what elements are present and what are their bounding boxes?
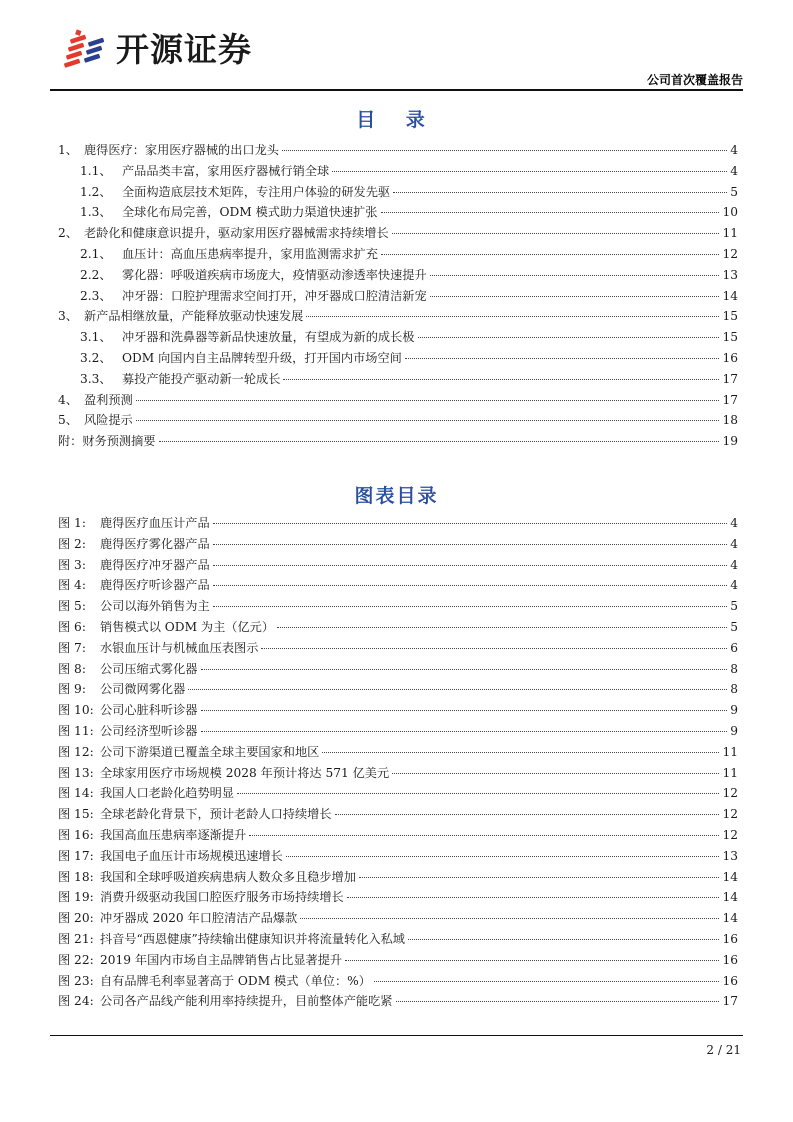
- toc-entry-text: 盈利预测: [84, 392, 133, 407]
- figure-entry-text: 自有品牌毛利率显著高于 ODM 模式（单位：%）: [100, 973, 371, 988]
- toc-entry-number: 3.1、: [80, 330, 112, 345]
- toc-entry-number: 1、: [58, 143, 78, 157]
- brand-logo: [62, 26, 292, 74]
- figure-entry-text: 公司心脏科听诊器: [100, 703, 198, 718]
- figure-entry-page: 4: [730, 536, 738, 551]
- dot-leader: [345, 960, 719, 961]
- figure-entry-page: 6: [730, 640, 738, 655]
- dot-leader: [213, 585, 728, 586]
- figure-entry-number: 图 2:: [58, 536, 86, 551]
- figure-entry[interactable]: [58, 534, 738, 555]
- brand-mark-icon: [62, 28, 110, 72]
- figure-entry-page: 5: [730, 599, 738, 614]
- toc-entry-number: 1.3、: [80, 205, 112, 220]
- toc-entry[interactable]: [58, 369, 738, 390]
- figures-list: [58, 513, 738, 1012]
- figure-entry-page: 17: [722, 994, 738, 1009]
- figure-entry-text: 我国和全球呼吸道疾病患病人数众多且稳步增加: [100, 869, 356, 884]
- figure-entry-text: 2019 年国内市场自主品牌销售占比显著提升: [100, 952, 343, 967]
- figure-entry[interactable]: [58, 638, 738, 659]
- dot-leader: [213, 544, 728, 545]
- dot-leader: [213, 565, 728, 566]
- dot-leader: [213, 523, 728, 524]
- toc-entry-number: 1.1、: [80, 163, 112, 178]
- figure-entry-page: 14: [722, 869, 738, 884]
- figure-entry-page: 12: [722, 786, 738, 801]
- figure-entry-page: 12: [722, 827, 738, 842]
- figure-entry-number: 图 4:: [58, 578, 86, 593]
- figure-entry-number: 图 14:: [58, 786, 94, 801]
- dot-leader: [408, 939, 720, 940]
- figure-entry-number: 图 20:: [58, 911, 94, 926]
- figure-entry-number: 图 7:: [58, 640, 86, 655]
- toc-entry-page: 19: [722, 434, 738, 449]
- figure-entry[interactable]: [58, 908, 738, 929]
- toc-entry-text: 鹿得医疗：家用医疗器械的出口龙头: [84, 143, 279, 157]
- toc-entry-text: 雾化器：呼吸道疾病市场庞大，疫情驱动渗透率快速提升: [122, 267, 427, 282]
- figure-entry-page: 9: [730, 703, 738, 718]
- figure-entry-text: 我国电子血压计市场规模迅速增长: [100, 848, 283, 863]
- figure-entry-page: 13: [722, 848, 738, 863]
- toc-entry-page: 18: [722, 413, 738, 428]
- toc-entry[interactable]: [58, 286, 738, 307]
- figure-entry[interactable]: [58, 991, 738, 1012]
- toc-entry-text: 冲牙器：口腔护理需求空间打开，冲牙器成口腔清洁新宠: [122, 288, 427, 303]
- dot-leader: [374, 981, 720, 982]
- toc-entry-text: 新产品相继放量，产能释放驱动快速发展: [84, 309, 304, 324]
- figure-entry-text: 公司微网雾化器: [100, 682, 186, 697]
- toc-entry[interactable]: [58, 306, 738, 327]
- figure-entry-number: 图 18:: [58, 869, 94, 884]
- dot-leader: [306, 316, 719, 317]
- figure-entry-page: 16: [722, 973, 738, 988]
- figure-entry-number: 图 23:: [58, 973, 94, 988]
- toc-entry-page: 4: [730, 163, 738, 178]
- dot-leader: [418, 337, 720, 338]
- dot-leader: [347, 897, 720, 898]
- figure-entry-page: 11: [722, 765, 738, 780]
- dot-leader: [335, 814, 720, 815]
- dot-leader: [405, 358, 720, 359]
- figure-entry[interactable]: [58, 950, 738, 971]
- figure-entry-number: 图 6:: [58, 619, 86, 634]
- figure-entry-number: 图 9:: [58, 682, 86, 697]
- toc-entry-text: 全面构造底层技术矩阵，专注用户体验的研发先驱: [122, 184, 391, 199]
- figure-entry-page: 8: [730, 682, 738, 697]
- toc-entry-page: 15: [722, 330, 738, 345]
- figure-entry-text: 消费升级驱动我国口腔医疗服务市场持续增长: [100, 890, 344, 905]
- dot-leader: [381, 212, 720, 213]
- figure-entry-page: 5: [730, 619, 738, 634]
- toc-entry-page: 15: [722, 309, 738, 324]
- toc-entry-text: 冲牙器和洗鼻器等新品快速放量，有望成为新的成长极: [122, 330, 415, 345]
- toc-entry[interactable]: [58, 390, 738, 411]
- figure-entry-number: 图 22:: [58, 952, 94, 967]
- figure-entry[interactable]: [58, 846, 738, 867]
- brand-name: 开源证券: [116, 30, 252, 69]
- figure-entry-number: 图 10:: [58, 703, 94, 718]
- toc-entry-number: 3.3、: [80, 371, 112, 386]
- figure-entry-number: 图 8:: [58, 661, 86, 676]
- figure-entry-page: 14: [722, 911, 738, 926]
- figure-entry-number: 图 13:: [58, 765, 94, 780]
- figure-entry-number: 图 15:: [58, 807, 94, 822]
- figure-entry-text: 公司经济型听诊器: [100, 723, 198, 738]
- figure-entry[interactable]: [58, 575, 738, 596]
- toc-entry[interactable]: [58, 327, 738, 348]
- figure-entry-number: 图 12:: [58, 744, 94, 759]
- toc-entry-page: 11: [722, 226, 738, 241]
- figure-entry[interactable]: [58, 929, 738, 950]
- dot-leader: [261, 648, 727, 649]
- toc-entry-text: 风险提示: [84, 413, 133, 428]
- dot-leader: [286, 856, 720, 857]
- toc-entry-number: 2.3、: [80, 288, 112, 303]
- dot-leader: [282, 150, 727, 151]
- figure-entry-number: 图 17:: [58, 848, 94, 863]
- dot-leader: [249, 835, 719, 836]
- figure-entry-number: 图 5:: [58, 599, 86, 614]
- dot-leader: [201, 710, 728, 711]
- dot-leader: [277, 627, 727, 628]
- figure-entry-text: 鹿得医疗冲牙器产品: [100, 557, 210, 572]
- toc-entry-number: 3.2、: [80, 350, 112, 365]
- toc-entry-text: 产品品类丰富，家用医疗器械行销全球: [122, 163, 330, 178]
- figure-entry[interactable]: [58, 825, 738, 846]
- figure-entry-page: 16: [722, 931, 738, 946]
- figure-entry[interactable]: [58, 679, 738, 700]
- toc-entry-page: 17: [722, 392, 738, 407]
- figure-entry-number: 图 16:: [58, 827, 94, 842]
- dot-leader: [430, 275, 720, 276]
- toc-entry[interactable]: [58, 223, 738, 244]
- figure-entry[interactable]: [58, 804, 738, 825]
- toc-entry-page: 16: [722, 350, 738, 365]
- figure-entry-text: 冲牙器成 2020 年口腔清洁产品爆款: [100, 911, 298, 926]
- figure-entry[interactable]: [58, 700, 738, 721]
- figure-entry-page: 12: [722, 807, 738, 822]
- figure-entry-text: 全球家用医疗市场规模 2028 年预计将达 571 亿美元: [100, 765, 390, 780]
- dot-leader: [300, 918, 719, 919]
- page-number: 2 / 21: [706, 1043, 741, 1057]
- toc-entry[interactable]: [58, 202, 738, 223]
- figure-entry[interactable]: [58, 721, 738, 742]
- toc-entry[interactable]: [58, 161, 738, 182]
- figure-entry-text: 鹿得医疗听诊器产品: [100, 578, 210, 593]
- figure-entry-text: 全球老龄化背景下，预计老龄人口持续增长: [100, 807, 332, 822]
- toc-entry-page: 14: [722, 288, 738, 303]
- toc-entry-text: 附：财务预测摘要: [58, 434, 156, 449]
- dot-leader: [322, 752, 719, 753]
- dot-leader: [392, 773, 719, 774]
- toc-entry[interactable]: [58, 182, 738, 203]
- toc-entry[interactable]: [58, 431, 738, 452]
- figure-entry-number: 图 1:: [58, 516, 86, 530]
- toc-entry-number: 2、: [58, 226, 78, 241]
- figure-entry-text: 公司下游渠道已覆盖全球主要国家和地区: [100, 744, 320, 759]
- figure-entry-page: 14: [722, 890, 738, 905]
- figure-entry[interactable]: [58, 555, 738, 576]
- figure-entry-number: 图 19:: [58, 890, 94, 905]
- dot-leader: [213, 606, 728, 607]
- dot-leader: [159, 441, 720, 442]
- footer-divider: [50, 1035, 743, 1036]
- dot-leader: [396, 1001, 720, 1002]
- dot-leader: [201, 731, 728, 732]
- figure-entry[interactable]: [58, 513, 738, 534]
- dot-leader: [136, 400, 720, 401]
- toc-entry-text: 血压计：高血压患病率提升，家用监测需求扩充: [122, 246, 378, 261]
- figure-entry-page: 8: [730, 661, 738, 676]
- toc-entry-number: 1.2、: [80, 184, 112, 199]
- toc-entry[interactable]: [58, 348, 738, 369]
- toc-entry[interactable]: [58, 410, 738, 431]
- toc-entry[interactable]: [58, 140, 738, 161]
- toc-entry-number: 3、: [58, 309, 78, 324]
- dot-leader: [188, 689, 727, 690]
- toc-entry-text: 全球化布局完善，ODM 模式助力渠道快速扩张: [122, 205, 378, 220]
- toc-entry-number: 2.1、: [80, 246, 112, 261]
- figures-title: 图表目录: [354, 485, 439, 507]
- figure-entry-page: 11: [722, 744, 738, 759]
- figure-entry-page: 16: [722, 952, 738, 967]
- dot-leader: [283, 379, 719, 380]
- toc-title: 目 录: [356, 109, 437, 131]
- figure-entry-text: 水银血压计与机械血压表图示: [100, 640, 259, 655]
- figure-entry-number: 图 21:: [58, 931, 94, 946]
- figure-entry[interactable]: [58, 971, 738, 992]
- toc-entry-page: 5: [730, 184, 738, 199]
- dot-leader: [201, 669, 728, 670]
- toc-entry-text: 老龄化和健康意识提升，驱动家用医疗器械需求持续增长: [84, 226, 389, 241]
- figure-entry-number: 图 11:: [58, 723, 94, 738]
- toc-entry-page: 10: [722, 205, 738, 220]
- figure-entry-number: 图 24:: [58, 994, 94, 1009]
- toc-entry-page: 4: [730, 143, 738, 157]
- figure-entry[interactable]: [58, 867, 738, 888]
- figure-entry-text: 公司压缩式雾化器: [100, 661, 198, 676]
- figure-entry-text: 公司各产品线产能利用率持续提升，目前整体产能吃紧: [100, 994, 393, 1009]
- dot-leader: [430, 296, 720, 297]
- toc-entry-page: 17: [722, 371, 738, 386]
- toc-entry-number: 4、: [58, 392, 78, 407]
- toc-entry[interactable]: [58, 244, 738, 265]
- figure-entry-page: 4: [730, 578, 738, 593]
- figure-entry[interactable]: [58, 596, 738, 617]
- report-type-label: 公司首次覆盖报告: [646, 73, 743, 87]
- figure-entry-text: 鹿得医疗血压计产品: [100, 516, 210, 530]
- figure-entry-page: 4: [730, 557, 738, 572]
- figure-entry-text: 我国高血压患病率逐渐提升: [100, 827, 247, 842]
- figure-entry[interactable]: [58, 763, 738, 784]
- dot-leader: [359, 877, 720, 878]
- header-divider: [50, 89, 743, 91]
- dot-leader: [393, 192, 727, 193]
- figure-entry[interactable]: [58, 659, 738, 680]
- toc-entry-text: ODM 向国内自主品牌转型升级，打开国内市场空间: [122, 350, 402, 365]
- toc-entry-page: 13: [722, 267, 738, 282]
- toc-entry-number: 2.2、: [80, 267, 112, 282]
- figure-entry-page: 4: [730, 516, 738, 530]
- toc-list: [58, 140, 738, 452]
- toc-entry-number: 5、: [58, 413, 78, 428]
- figure-entry[interactable]: [58, 617, 738, 638]
- dot-leader: [392, 233, 720, 234]
- figure-entry[interactable]: [58, 783, 738, 804]
- figure-entry-page: 9: [730, 723, 738, 738]
- figure-entry[interactable]: [58, 887, 738, 908]
- figure-entry-text: 抖音号“西恩健康”持续输出健康知识并将流量转化入私域: [100, 931, 405, 946]
- figure-entry-number: 图 3:: [58, 557, 86, 572]
- figure-entry-text: 销售模式以 ODM 为主（亿元）: [100, 619, 275, 634]
- figure-entry-text: 鹿得医疗雾化器产品: [100, 536, 210, 551]
- dot-leader: [237, 793, 719, 794]
- figure-entry-text: 公司以海外销售为主: [100, 599, 210, 614]
- dot-leader: [332, 171, 727, 172]
- dot-leader: [136, 420, 720, 421]
- toc-entry-page: 12: [722, 246, 738, 261]
- dot-leader: [381, 254, 720, 255]
- figure-entry-text: 我国人口老龄化趋势明显: [100, 786, 235, 801]
- toc-entry-text: 募投产能投产驱动新一轮成长: [122, 371, 281, 386]
- toc-entry[interactable]: [58, 265, 738, 286]
- figure-entry[interactable]: [58, 742, 738, 763]
